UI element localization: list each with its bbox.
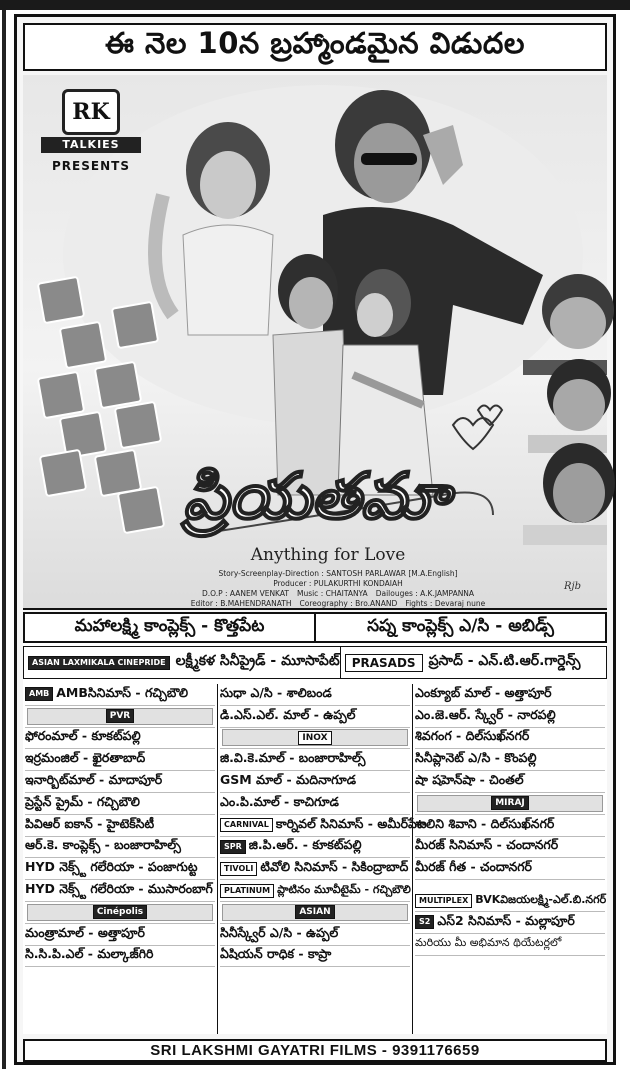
movie-tagline: Anything for Love [250,545,406,565]
featured-theater-left: మహాలక్ష్మి కాంప్లెక్స్ - కొత్తపేట [23,612,316,643]
prasads-text: ప్రసాద్ - ఎన్.టి.ఆర్.గార్డెన్స్ [428,653,581,669]
chain-header-cinepolis [25,902,215,924]
theater-row: SPR జి.పి.ఆర్. - కూకట్‌పల్లి [220,837,410,859]
theater-column-3 [412,684,607,1034]
movie-advertisement [14,14,616,1065]
credit-fights: Fights : Devaraj nune [405,599,486,608]
credit-direction: Story-Screenplay-Direction : SANTOSH PARLAWAR [M.A.English] [218,569,458,578]
credit-editor: Editor : B.MAHENDRANATH [190,599,292,608]
theater-row: ఎం.పి.మాల్ - కాచిగూడ [220,793,410,815]
inox-logo: INOX [298,731,331,745]
chain-header-miraj [415,793,605,815]
logo-ribbon: TALKIES [41,137,141,153]
theater-row: పివిఆర్ ఐకాన్ - హైటెక్‌సిటీ [25,815,215,837]
cinepride-logo: ASIAN LAXMIKALA CINEPRIDE [28,656,170,670]
spacer [415,880,605,890]
rk-talkies-logo [39,89,143,181]
featured-theater-lakshmikala [23,646,341,679]
page-top-rule [0,0,630,10]
theater-row: సినీస్క్వేర్ ఎ/సి - ఉప్పల్ [220,924,410,946]
cinepolis-logo: Cinépolis [93,905,147,919]
credit-choreography: Coreography : Bro.ANAND [299,599,398,608]
featured-theaters-row-2 [23,646,607,679]
prasads-logo: PRASADS [345,654,423,672]
theater-row: శివగంగ - దిల్‌సుఖ్‌నగర్ [415,728,605,750]
theater-row: S2 ఎస్2 సినిమాస్ - మల్లాపూర్ [415,912,605,934]
theater-row: మీరజ్ గీత - చందానగర్ [415,858,605,880]
theater-row: AMB AMBసినిమాస్ - గచ్చిబౌలి [25,684,215,706]
logo-mark: RK [62,89,120,135]
movie-credits [173,569,503,609]
multiplex-logo: MULTIPLEX [415,894,472,908]
theater-row: ఎంక్యూబ్ మాల్ - అత్తాపూర్ [415,684,605,706]
theater-row: ఏషియన్ రాధిక - కాప్రా [220,946,410,968]
theater-row: షా షహెన్‌షా - చింతల్ [415,771,605,793]
release-headline: ఈ నెల 10న బ్రహ్మాండమైన విడుదల [23,23,607,71]
theater-row: సి.సి.పి.ఎల్ - మల్కాజ్‌గిరి [25,946,215,968]
chain-header-inox [220,728,410,750]
movie-poster [23,75,607,610]
artist-signature: Rjb [563,581,581,592]
theater-row: ఇర్రమంజిల్ - ఖైరతాబాద్ [25,749,215,771]
theater-row: మీరజ్ సినిమాస్ - చందానగర్ [415,837,605,859]
amb-logo: AMB [25,687,53,701]
theater-row: ఫోరంమాల్ - కూకట్‌పల్లి [25,728,215,750]
s2-logo: S2 [415,915,434,929]
tivoli-logo: TIVOLI [220,862,257,876]
featured-theater-right: సప్న కాంప్లెక్స్ ఎ/సి - అబిడ్స్ [316,612,607,643]
platinum-logo: PLATINUM [220,884,274,898]
theater-row: మంత్రామాల్ - అత్తాపూర్ [25,924,215,946]
chain-header-pvr [25,706,215,728]
theater-row: డి.ఎస్.ఎల్. మాల్ - ఉప్పల్ [220,706,410,728]
pvr-logo: PVR [106,709,135,723]
page-left-rule [2,10,6,1069]
theater-row: GSM మాల్ - మదినాగూడ [220,771,410,793]
featured-theater-prasads [341,646,607,679]
theater-row: జి.వి.కె.మాల్ - బంజారాహిల్స్ [220,749,410,771]
asian-logo: ASIAN [295,905,334,919]
theater-columns [23,684,607,1034]
other-theaters-note: మరియు మీ అభిమాన థియేటర్లలో [415,934,605,956]
credit-dop: D.O.P : AANEM VENKAT [201,589,289,598]
lakshmikala-text: లక్ష్మీకళ సినీప్రైడ్ - మూసాపేట్ [175,653,340,669]
theater-row: ఆర్.కె. కాంప్లెక్స్ - బంజారాహిల్స్ [25,837,215,859]
theater-row: TIVOLI టివోలి సినిమాస్ - సికింద్రాబాద్ [220,858,410,880]
presents-label: PRESENTS [52,159,130,173]
miraj-logo: MIRAJ [491,796,529,810]
credit-music: Music : CHAITANYA [296,589,368,598]
credit-producer: Producer : PULAKURTHI KONDAIAH [273,579,403,588]
theater-row: సినీప్లానెట్ ఎ/సి - కొంపల్లి [415,749,605,771]
theater-row: శాలిని శివాని - దిల్‌సుఖ్‌నగర్ [415,815,605,837]
credit-dialogues: Dailouges : A.K.JAMPANNA [375,589,475,598]
spr-logo: SPR [220,840,246,854]
theater-row: ఎం.జె.ఆర్. స్క్వేర్ - నారపల్లి [415,706,605,728]
theater-row: HYD నెక్స్ట్ గలేరియా - పంజాగుట్ట [25,858,215,880]
theater-row: ఇనార్బిట్‌మాల్ - మాదాపూర్ [25,771,215,793]
theater-row: PLATINUM ప్లాటినం మూవీటైమ్ - గచ్చిబౌలి [220,880,410,902]
chain-header-asian [220,902,410,924]
theater-listing [23,612,607,1034]
featured-theaters-row [23,612,607,643]
theater-row: ప్రెస్టేన్ ప్రైమ్ - గచ్చిబౌలి [25,793,215,815]
theater-row: MULTIPLEX BVKవిజయలక్ష్మి-ఎల్.బి.నగర్ [415,890,605,912]
theater-row: HYD నెక్స్ట్ గలేరియా - ముసారంబాగ్ [25,880,215,902]
theater-column-1 [23,684,217,1034]
theater-row: CARNIVAL కార్నివల్ సినిమాస్ - అమీర్‌పేట [220,815,410,837]
distributor-footer: SRI LAKSHMI GAYATRI FILMS - 9391176659 [23,1039,607,1062]
theater-row: సుధా ఎ/సి - శాలిబండ [220,684,410,706]
carnival-logo: CARNIVAL [220,818,273,832]
movie-title: ప్రియతమా [183,459,449,534]
